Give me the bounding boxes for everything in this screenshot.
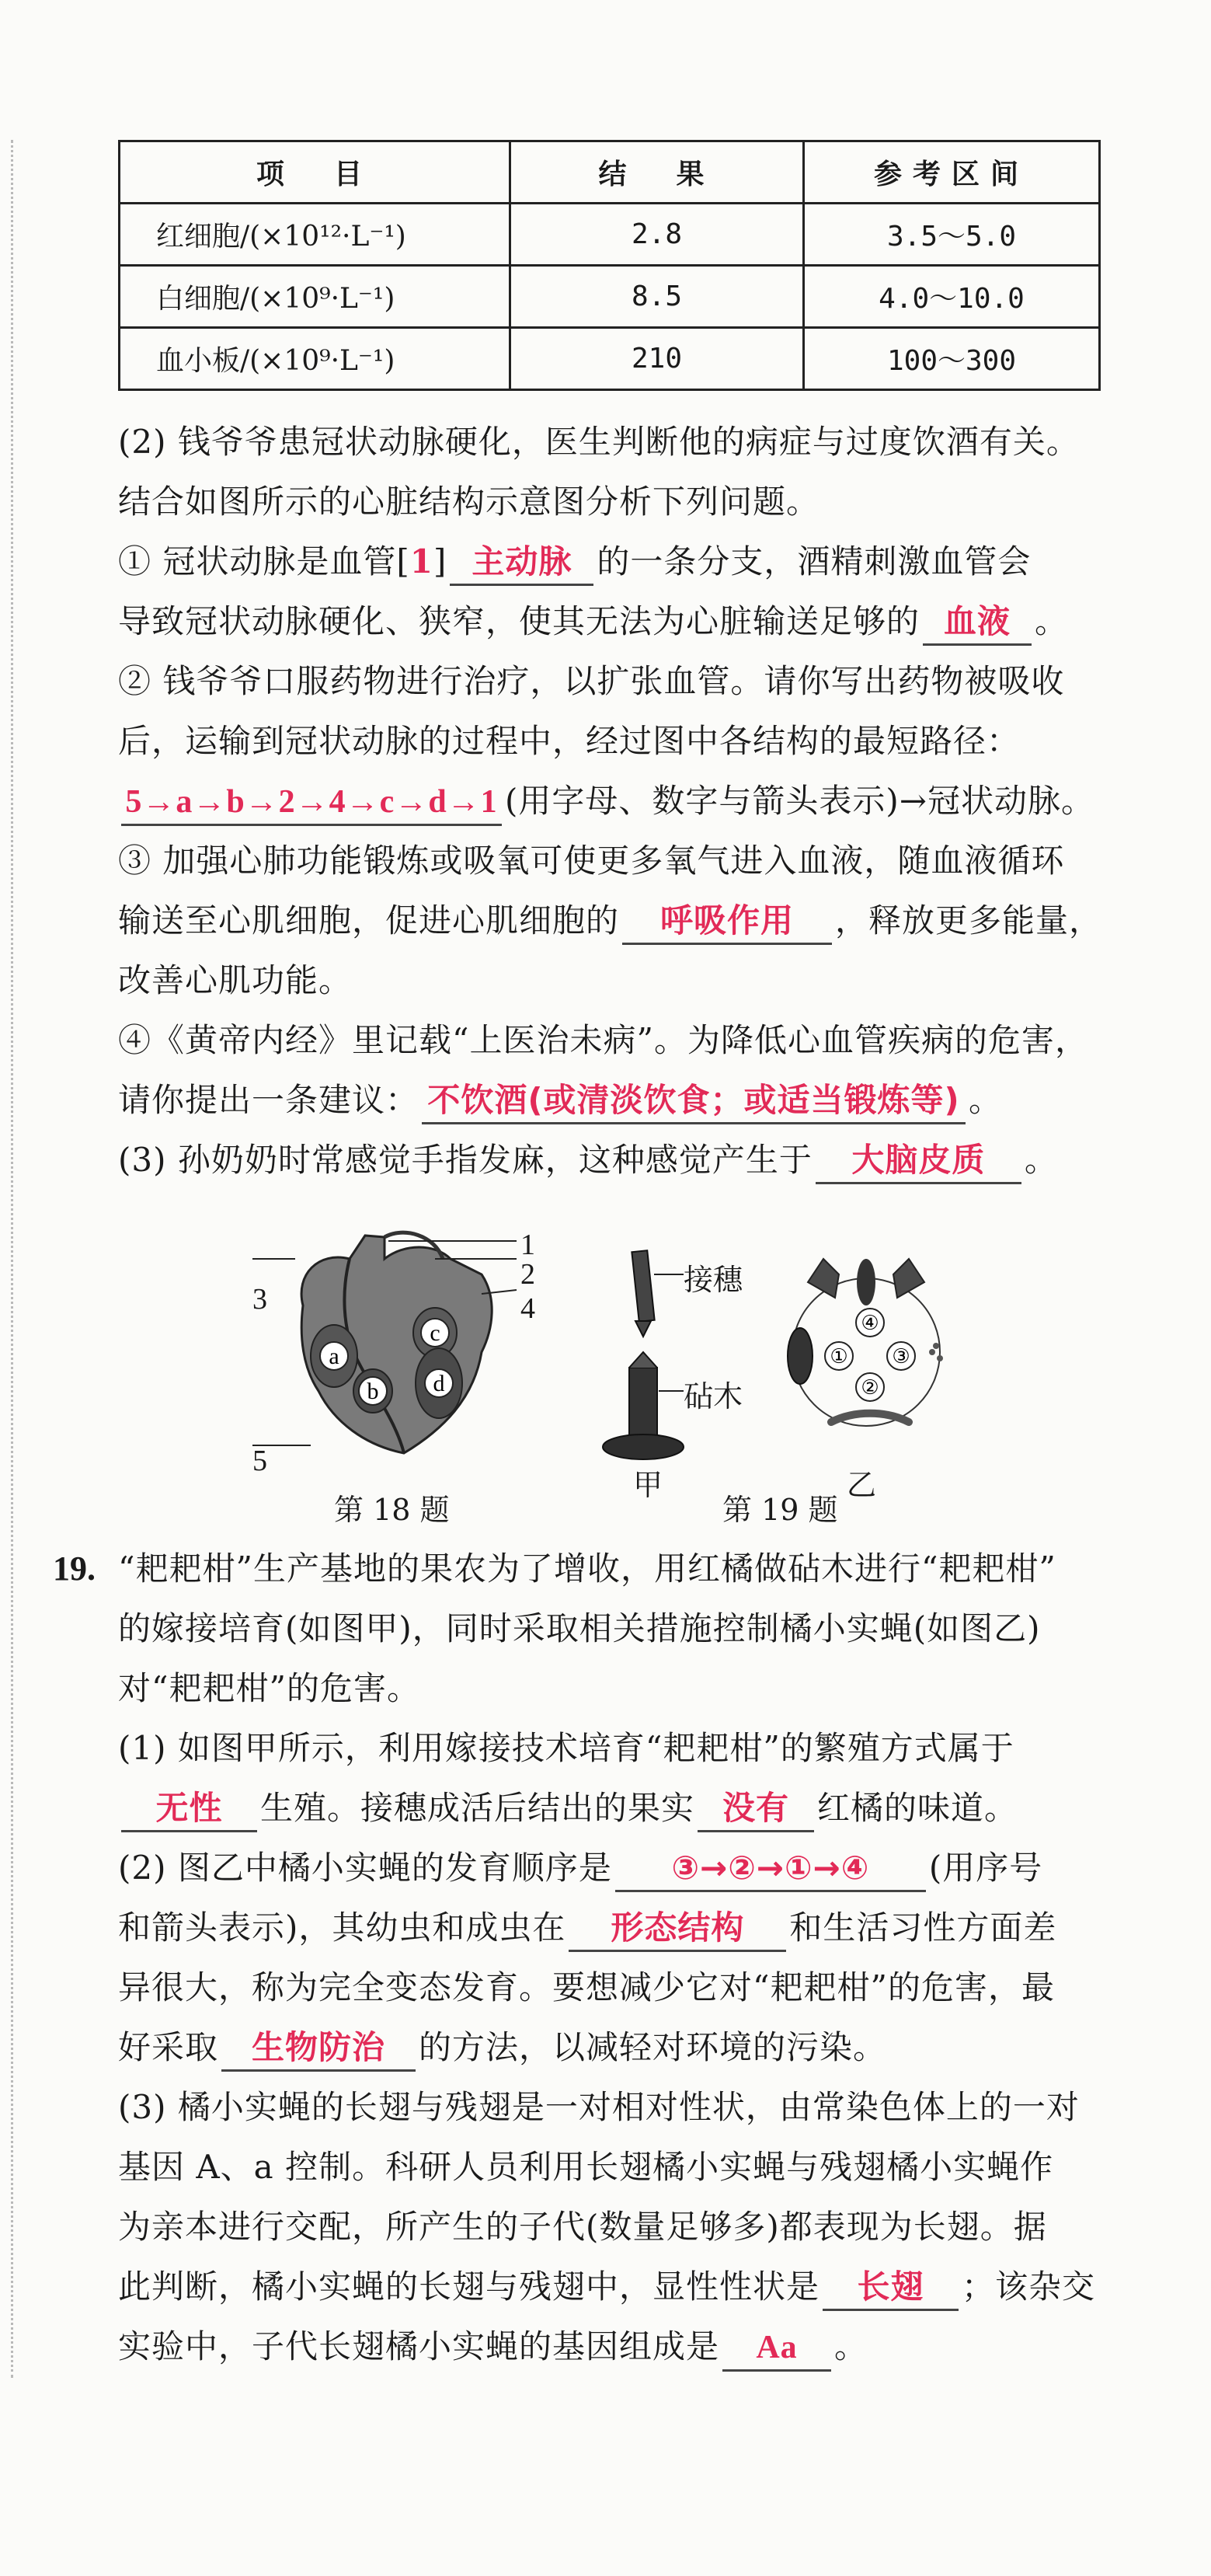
graft-stock-label: 砧木 — [684, 1379, 743, 1413]
q18-line: 导致冠状动脉硬化、狭窄，使其无法为心脏输送足够的 血液 。 — [118, 591, 1105, 651]
table-row — [120, 204, 1100, 266]
q18-line: 输送至心肌细胞，促进心肌细胞的 呼吸作用 ，释放更多能量， — [118, 891, 1105, 950]
header-result: 结 果 — [510, 141, 804, 204]
q18-line: 结合如图所示的心脏结构示意图分析下列问题。 — [118, 483, 820, 521]
q19-number: 19. — [53, 1549, 96, 1588]
row-result: 8.5 — [510, 266, 804, 328]
q18-text — [118, 412, 1105, 1190]
heart-label-c: c — [430, 1320, 440, 1346]
q19-line: 和箭头表示)，其幼虫和成虫在 形态结构 和生活习性方面差 — [118, 1898, 1105, 1957]
q19-line: 基因 A、a 控制。科研人员利用长翅橘小实蝇与残翅橘小实蝇作 — [118, 2148, 1054, 2186]
stage-1-label: ① — [830, 1345, 848, 1368]
stage-2-label: ② — [861, 1376, 879, 1400]
q19-line: (1) 如图甲所示，利用嫁接技术培育“耙耙柑”的繁殖方式属于 — [118, 1729, 1014, 1767]
q19-line: 无性 生殖。接穗成活后结出的果实 没有 红橘的味道。 — [118, 1778, 1105, 1838]
blood-test-table — [118, 140, 1101, 391]
answer-vessel-number: 1 — [409, 542, 433, 580]
q18-line: (2) 钱爷爷患冠状动脉硬化，医生判断他的病症与过度饮酒有关。 — [118, 423, 1080, 461]
q19-line: “耙耙柑”生产基地的果农为了增收，用红橘做砧木进行“耙耙柑” — [118, 1549, 1056, 1588]
row-range: 100～300 — [804, 328, 1100, 390]
answer-blank: 大脑皮质 — [816, 1138, 1021, 1184]
row-result: 2.8 — [510, 204, 804, 266]
answer-blank: 形态结构 — [569, 1906, 786, 1952]
q18-line: ② 钱爷爷口服药物进行治疗，以扩张血管。请你写出药物被吸收 — [118, 662, 1065, 700]
row-item: 白细胞/(×10⁹·L⁻¹) — [120, 266, 510, 328]
graft-scion-label: 接穗 — [684, 1263, 743, 1297]
table-row — [120, 266, 1100, 328]
answer-blank: 无性 — [121, 1786, 257, 1832]
answer-blank: 生物防治 — [221, 2026, 416, 2072]
q19-figure-caption: 第 19 题 — [722, 1493, 838, 1527]
row-item: 血小板/(×10⁹·L⁻¹) — [120, 328, 510, 390]
fly-lifecycle-diagram — [777, 1251, 955, 1438]
table-row — [120, 328, 1100, 390]
answer-blank: Aa — [722, 2326, 831, 2372]
header-item: 项 目 — [120, 141, 510, 204]
q18-line: (3) 孙奶奶时常感觉手指发麻，这种感觉产生于 大脑皮质 。 — [118, 1130, 1105, 1190]
q19-line: 为亲本进行交配，所产生的子代(数量足够多)都表现为长翅。据 — [118, 2208, 1047, 2246]
q18-line: ③ 加强心肺功能锻炼或吸氧可使更多氧气进入血液，随血液循环 — [118, 842, 1065, 880]
answer-blank: 5→a→b→2→4→c→d→1 — [121, 780, 502, 826]
q19-line: 异很大，称为完全变态发育。要想减少它对“耙耙柑”的危害，最 — [118, 1968, 1055, 2006]
q18-line: ① 冠状动脉是血管[1] 主动脉 的一条分支，酒精刺激血管会 — [118, 532, 1105, 591]
heart-label-3: 3 — [252, 1283, 267, 1316]
table-header-row — [120, 141, 1100, 204]
q19-line: (2) 图乙中橘小实蝇的发育顺序是 ③→②→①→④ (用序号 — [118, 1838, 1105, 1898]
binding-margin — [11, 140, 13, 2378]
heart-caption: 第 18 题 — [334, 1493, 450, 1527]
answer-blank: 呼吸作用 — [622, 899, 832, 945]
q19-line: (3) 橘小实蝇的长翅与残翅是一对相对性状，由常染色体上的一对 — [118, 2088, 1080, 2126]
answer-blank: 长翅 — [823, 2265, 959, 2311]
heart-label-4: 4 — [520, 1292, 535, 1325]
q19-line: 实验中，子代长翅橘小实蝇的基因组成是 Aa 。 — [118, 2316, 1105, 2376]
row-range: 4.0～10.0 — [804, 266, 1100, 328]
q18-line: 改善心肌功能。 — [118, 961, 353, 999]
q18-line: 5→a→b→2→4→c→d→1 (用字母、数字与箭头表示)→冠状动脉。 — [118, 771, 1105, 831]
q19-line: 的嫁接培育(如图甲)，同时采取相关措施控制橘小实蝇(如图乙) — [118, 1609, 1041, 1647]
answer-blank: 主动脉 — [450, 540, 593, 586]
cycle-figure-label: 乙 — [847, 1468, 877, 1502]
grafting-diagram — [598, 1243, 691, 1469]
q18-line: ④《黄帝内经》里记载“上医治未病”。为降低心血管疾病的危害， — [118, 1021, 1088, 1059]
heart-label-2: 2 — [520, 1258, 535, 1291]
q19-line: 对“耙耙柑”的危害。 — [118, 1669, 420, 1707]
answer-blank: ③→②→①→④ — [615, 1846, 926, 1892]
q19-line: 好采取 生物防治 的方法，以减轻对环境的污染。 — [118, 2017, 1105, 2077]
answer-blank: 血液 — [923, 600, 1032, 646]
answer-blank: 没有 — [698, 1786, 814, 1832]
q18-line: 请你提出一条建议： 不饮酒(或清淡饮食；或适当锻炼等) 。 — [118, 1070, 1105, 1130]
heart-label-1: 1 — [520, 1229, 535, 1261]
stage-4-label: ④ — [861, 1312, 879, 1335]
heart-label-d: d — [433, 1371, 445, 1396]
heart-label-b: b — [367, 1379, 379, 1404]
row-item: 红细胞/(×10¹²·L⁻¹) — [120, 204, 510, 266]
stage-3-label: ③ — [892, 1345, 910, 1368]
graft-figure-label: 甲 — [633, 1468, 663, 1502]
q19-line: 此判断，橘小实蝇的长翅与残翅中，显性性状是 长翅 ；该杂交 — [118, 2257, 1105, 2316]
heart-label-5: 5 — [252, 1445, 267, 1477]
row-result: 210 — [510, 328, 804, 390]
row-range: 3.5～5.0 — [804, 204, 1100, 266]
answer-blank: 不饮酒(或清淡饮食；或适当锻炼等) — [422, 1079, 966, 1124]
heart-label-a: a — [329, 1344, 339, 1369]
q18-line: 后，运输到冠状动脉的过程中，经过图中各结构的最短路径： — [118, 722, 1021, 760]
q19-text — [118, 1539, 1105, 2376]
header-range: 参考区间 — [804, 141, 1100, 204]
